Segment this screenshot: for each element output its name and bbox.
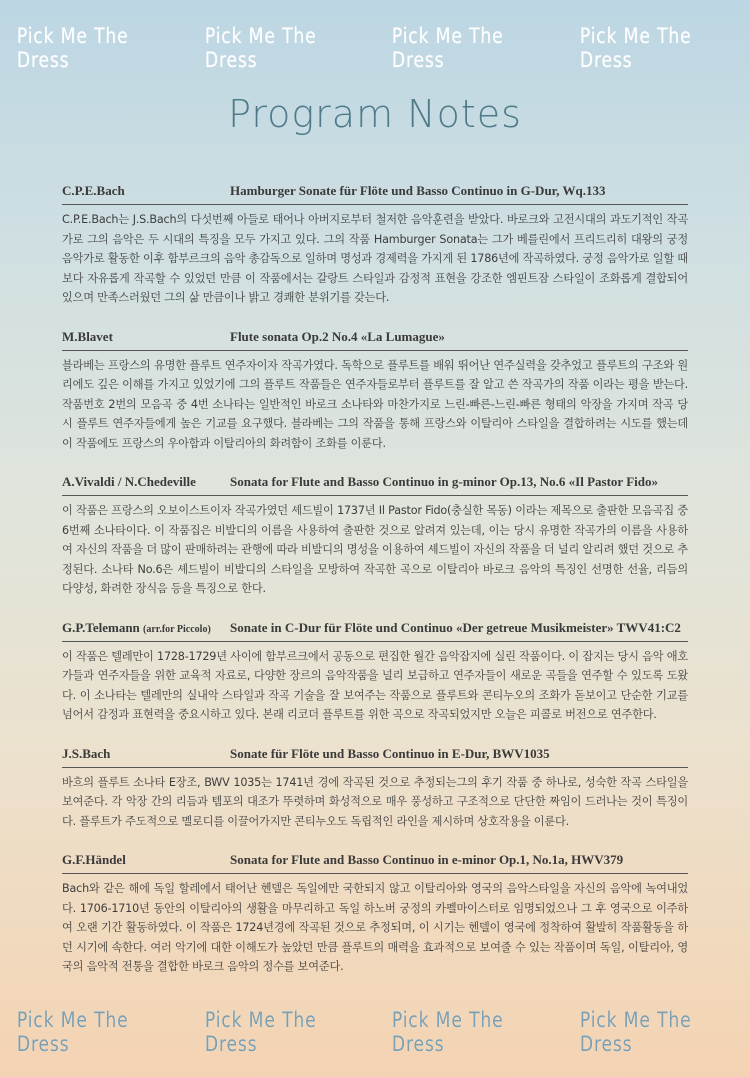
program-sections bbox=[62, 183, 688, 998]
banner-text: Pick Me The Dress bbox=[391, 24, 504, 72]
program-section bbox=[62, 852, 688, 977]
program-note-text: Bach와 같은 해에 독일 할레에서 태어난 헨델은 독일에만 국한되지 않고 이탈리아와 영국의 음악스타일을 자신의 음악에 녹여내었다. 1706-1710년 동안의 이탈리아의 생활을 마무리하고 독일 하노버 궁정의 카펠마이스터로 임명되었으나 그 후 영국으로 이주하여 오랜 기간 활동하였다. 이 작품은 1724년경에 작곡된 것으로 추정되며, 이 시기는 헨델이 영국에 정착하여 활발히 작품활동을 하던 시기에 속한다. 여러 악기에 대한 이해도가 높았던 만큼 플루트의 매력을 효과적으로 보여줄 수 있는 작품이며 독일, 이탈리아, 영국의 음악적 전통을 결합한 바로크 음악의 정수를 보여준다. bbox=[62, 882, 688, 973]
section-header bbox=[62, 329, 688, 351]
program-note-text: 이 작품은 텔레만이 1728-1729년 사이에 함부르크에서 공동으로 편집한 월간 음악잡지에 실린 작품이다. 이 잡지는 당시 음악 애호가들과 연주자들을 위한 교육적 자료로, 다양한 장르의 음악작품을 널리 보급하고 연주자들이 새로운 곡들을 연주할 수 있도록 도왔다. 이 소나타는 텔레만의 실내악 스타일과 작곡 기술을 잘 보여주는 작품으로 플루트와 콘티누오의 조화가 돋보이고 단순한 기교를 넘어서 감정과 표현력을 중요시하고 있다. 본래 리코더 플루트를 위한 곡으로 작곡되었지만 오늘은 피콜로 버전으로 연주한다. bbox=[62, 649, 688, 721]
banner-text: Pick Me The Dress bbox=[16, 1008, 129, 1056]
section-header bbox=[62, 746, 688, 768]
program-note-text: C.P.E.Bach는 J.S.Bach의 다섯번째 아들로 태어나 아버지로부터 철저한 음악훈련을 받았다. 바로크와 고전시대의 과도기적인 작곡가로 그의 음악은 두 시대의 특징을 모두 가지고 있다. 그의 작품 Hamburger Sonata는 그가 베를린에서 프리드리히 대왕의 궁정 음악가로 활동한 이후 함부르크의 음악 총감독으로 일하며 명성과 경제력을 가지게 된 1786년에 작곡하였다. 궁정 음악가로 일할 때보다 자유롭게 작곡할 수 있었던 만큼 이 작품에서는 갈랑트 스타일과 감정적 표현을 강조한 엠핀트잠 스타일이 조화롭게 결합되어 있으며 만족스러웠던 그의 삶 만큼이나 밝고 경쾌한 분위기를 갖는다. bbox=[62, 213, 688, 304]
program-section bbox=[62, 746, 688, 832]
banner-text: Pick Me The Dress bbox=[579, 24, 692, 72]
top-banner bbox=[0, 24, 750, 72]
program-note-text: 바흐의 플루트 소나타 E장조, BWV 1035는 1741년 경에 작곡된 것으로 추정되는그의 후기 작품 중 하나로, 성숙한 작곡 스타일을 보여준다. 각 악장 간의 리듬과 템포의 대조가 뚜렷하며 화성적으로 매우 풍성하고 구조적으로 단단한 짜임이 드러나는 것이 특징이다. 플루트가 주도적으로 멜로디를 이끌어가지만 콘티누오도 독립적인 라인을 제시하며 상호작용을 이룬다. bbox=[62, 775, 688, 828]
banner-text: Pick Me The Dress bbox=[391, 1008, 504, 1056]
banner-text: Pick Me The Dress bbox=[204, 24, 317, 72]
work-title: Sonate in C-Dur für Flöte und Continuo «Der getreue Musikmeister» TWV41:C2 bbox=[230, 619, 681, 635]
work-title: Sonata for Flute and Basso Continuo in g-minor Op.13, No.6 «Il Pastor Fido» bbox=[230, 474, 658, 489]
composer-name: G.P.Telemann (arr.for Piccolo) bbox=[62, 619, 211, 635]
composer-name: A.Vivaldi / N.Chedeville bbox=[62, 474, 196, 489]
work-title: Sonata for Flute and Basso Continuo in e-minor Op.1, No.1a, HWV379 bbox=[230, 852, 624, 867]
section-header bbox=[62, 620, 688, 642]
program-note-text: 이 작품은 프랑스의 오보이스트이자 작곡가였던 셰드빌이 1737년 Il Pastor Fido(충실한 목동) 이라는 제목으로 출판한 모음곡집 중 6번째 소나타이다. 이 작품집은 비발디의 이름을 사용하여 출판한 것으로 알려져 있는데, 이는 당시 유명한 작곡가의 이름을 사용하여 자신의 작품을 더 많이 판매하려는 관행에 따라 비발디의 명성을 이용하여 셰드빌이 자신의 작품을 더 널리 알리려 했던 것으로 추정된다. 소나타 No.6은 셰드빌이 비발디의 스타일을 모방하여 작곡한 곡으로 이탈리아 바로크 음악의 특징인 선명한 선율, 리듬의 다양성, 화려한 장식음 등을 특징으로 한다. bbox=[62, 504, 688, 595]
program-section bbox=[62, 329, 688, 454]
work-title: Flute sonata Op.2 No.4 «La Lumague» bbox=[230, 328, 445, 344]
composer-name: C.P.E.Bach bbox=[62, 183, 125, 198]
banner-text: Pick Me The Dress bbox=[579, 1008, 692, 1056]
program-section bbox=[62, 474, 688, 599]
program-note-text: 블라베는 프랑스의 유명한 플루트 연주자이자 작곡가였다. 독학으로 플루트를 배워 뛰어난 연주실력을 갖추었고 플루트의 구조와 원리에도 깊은 이해를 가지고 있었기에 그의 플루트 작품들은 연주자들로부터 플루트를 잘 알고 쓴 작곡가의 작품 이라는 평을 받는다. 작품번호 2번의 모음곡 중 4번 소나타는 일반적인 바로크 소나타와 마찬가지로 느린-빠른-느린-빠른 형태의 악장을 가지며 작곡 당시 플루트 연주자들에게 높은 기교를 요구했다. 블라베는 그의 작품을 통해 프랑스와 이탈리아 스타일을 결합하려는 시도를 했는데 이 작품에도 프랑스의 우아함과 이탈리아의 화려함이 조화를 이룬다. bbox=[62, 358, 688, 450]
bottom-banner bbox=[0, 1008, 750, 1056]
section-header bbox=[62, 183, 688, 205]
composer-name: M.Blavet bbox=[62, 328, 113, 344]
program-section bbox=[62, 183, 688, 308]
banner-text: Pick Me The Dress bbox=[16, 24, 129, 72]
composer-name: J.S.Bach bbox=[62, 745, 111, 761]
section-header bbox=[62, 474, 688, 496]
work-title: Hamburger Sonate für Flöte und Basso Continuo in G-Dur, Wq.133 bbox=[230, 183, 606, 198]
banner-text: Pick Me The Dress bbox=[204, 1008, 317, 1056]
composer-name: G.F.Händel bbox=[62, 852, 126, 867]
page-title: Program Notes bbox=[228, 92, 522, 136]
section-header bbox=[62, 852, 688, 874]
composer-arrangement-note: (arr.for Piccolo) bbox=[143, 623, 211, 635]
program-section bbox=[62, 620, 688, 725]
work-title: Sonate für Flöte und Basso Continuo in E-Dur, BWV1035 bbox=[230, 745, 550, 761]
